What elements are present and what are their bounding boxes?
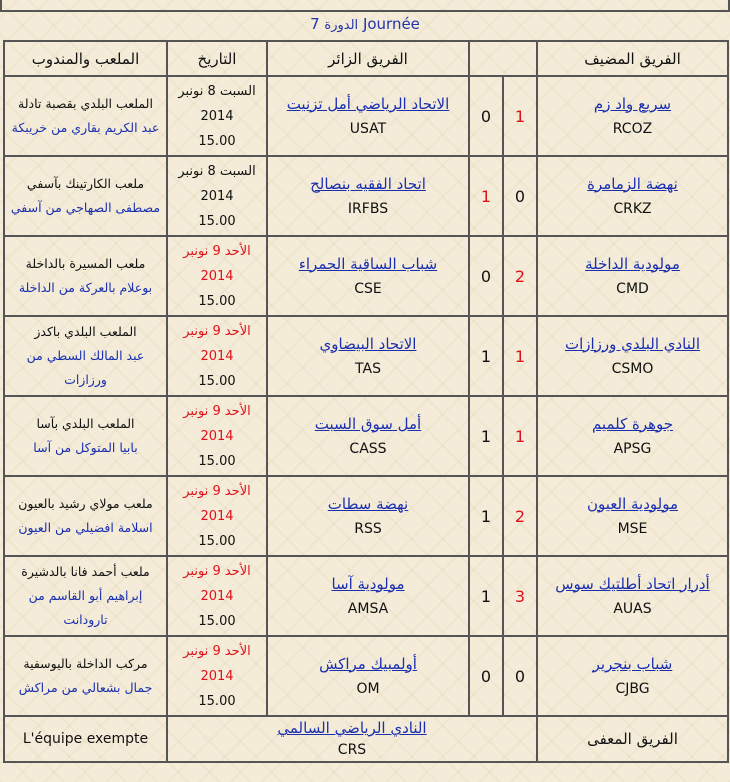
home-score: 1 <box>503 76 537 156</box>
match-year: 2014 <box>200 188 234 204</box>
away-score: 1 <box>469 556 503 636</box>
venue-cell <box>4 76 167 156</box>
venue-cell <box>4 396 167 476</box>
away-score: 1 <box>469 476 503 556</box>
match-day: السبت 8 نونبر <box>178 83 256 99</box>
away-score: 0 <box>469 636 503 716</box>
venue-cell <box>4 156 167 236</box>
away-team-code: RSS <box>354 520 382 537</box>
exempt-team-link[interactable]: النادي الرياضي السالمي <box>277 719 427 737</box>
home-score: 0 <box>503 636 537 716</box>
home-team-link[interactable]: جوهرة كلميم <box>591 414 674 433</box>
exempt-team-code: CRS <box>337 742 367 758</box>
venue-cell <box>4 636 167 716</box>
venue-cell <box>4 556 167 636</box>
date-cell <box>167 76 267 156</box>
home-team-link[interactable]: النادي البلدي ورزازات <box>564 334 701 353</box>
match-time: 15.00 <box>198 133 236 149</box>
home-team-code: RCOZ <box>612 120 653 137</box>
match-year: 2014 <box>200 428 234 444</box>
date-cell <box>167 156 267 236</box>
exempt-team-cell <box>167 716 537 762</box>
home-team-cell <box>537 556 728 636</box>
header-venue: الملعب والمندوب <box>4 41 167 76</box>
home-team-code: APSG <box>613 440 652 457</box>
venue-name: الملعب البلدي بآسا <box>36 416 135 431</box>
venue-name: مركب الداخلة باليوسفية <box>23 656 148 671</box>
away-score: 0 <box>469 76 503 156</box>
home-team-cell <box>537 476 728 556</box>
fixtures-table <box>3 40 729 763</box>
away-team-link[interactable]: مولودية آسا <box>331 574 405 593</box>
venue-cell <box>4 316 167 396</box>
match-row <box>4 236 728 316</box>
home-score: 3 <box>503 556 537 636</box>
away-team-cell <box>267 76 469 156</box>
header-home: الفريق المضيف <box>537 41 728 76</box>
match-row <box>4 396 728 476</box>
match-day: الأحد 9 نونبر <box>183 403 251 419</box>
away-team-code: CSE <box>354 280 382 297</box>
home-team-code: CJBG <box>615 680 650 697</box>
match-time: 15.00 <box>198 453 236 469</box>
away-team-cell <box>267 556 469 636</box>
round-arabic: الدورة <box>324 18 359 33</box>
match-day: الأحد 9 نونبر <box>183 323 251 339</box>
away-team-code: AMSA <box>347 600 389 617</box>
home-team-cell <box>537 316 728 396</box>
home-team-code: CMD <box>616 280 649 297</box>
home-team-cell <box>537 396 728 476</box>
away-score: 1 <box>469 316 503 396</box>
match-day: الأحد 9 نونبر <box>183 563 251 579</box>
away-team-code: USAT <box>349 120 387 137</box>
referee-name: مصطفى الصهاجي من آسفي <box>10 200 161 215</box>
match-year: 2014 <box>200 668 234 684</box>
home-score: 0 <box>503 156 537 236</box>
top-border-left <box>0 0 2 10</box>
match-row <box>4 556 728 636</box>
away-team-cell <box>267 636 469 716</box>
home-score: 2 <box>503 476 537 556</box>
away-team-code: TAS <box>355 360 381 377</box>
match-row <box>4 76 728 156</box>
match-day: الأحد 9 نونبر <box>183 643 251 659</box>
referee-name: اسلامة افضيلي من العيون <box>18 520 153 535</box>
away-team-link[interactable]: اتحاد الفقيه بنصالح <box>310 174 426 193</box>
exempt-row <box>4 716 728 762</box>
venue-cell <box>4 476 167 556</box>
match-row <box>4 156 728 236</box>
date-cell <box>167 396 267 476</box>
home-team-code: AUAS <box>613 600 652 617</box>
home-team-link[interactable]: مولودية الداخلة <box>585 254 680 273</box>
away-score: 1 <box>469 156 503 236</box>
referee-name: عبد المالك السطي من ورزازات <box>26 348 145 387</box>
referee-name: إبراهيم أبو القاسم من تارودانت <box>28 588 143 627</box>
home-team-link[interactable]: أدرار اتحاد أطلتيك سوس <box>555 574 710 593</box>
match-row <box>4 316 728 396</box>
date-cell <box>167 316 267 396</box>
referee-name: بابيا المتوكل من آسا <box>33 440 138 455</box>
match-year: 2014 <box>200 348 234 364</box>
away-team-cell <box>267 156 469 236</box>
match-day: الأحد 9 نونبر <box>183 243 251 259</box>
match-time: 15.00 <box>198 533 236 549</box>
match-year: 2014 <box>200 588 234 604</box>
home-team-cell <box>537 636 728 716</box>
away-team-link[interactable]: الاتحاد الرياضي أمل تزنيت <box>286 94 450 113</box>
venue-name: الملعب البلدي باكدز <box>34 324 137 339</box>
away-team-link[interactable]: نهضة سطات <box>327 494 409 513</box>
home-score: 1 <box>503 396 537 476</box>
away-team-link[interactable]: أولمبيك مراكش <box>319 654 417 673</box>
away-team-cell <box>267 316 469 396</box>
away-team-link[interactable]: شباب الساقية الحمراء <box>298 254 438 273</box>
header-date: التاريخ <box>167 41 267 76</box>
round-french: Journée <box>362 15 420 33</box>
match-row <box>4 636 728 716</box>
top-border <box>0 0 730 12</box>
home-team-code: CSMO <box>611 360 654 377</box>
exempt-label-french: L'équipe exempte <box>4 716 167 762</box>
away-team-link[interactable]: أمل سوق السبت <box>314 414 422 433</box>
header-row <box>4 41 728 76</box>
away-score: 1 <box>469 396 503 476</box>
round-number: 7 <box>310 15 320 33</box>
venue-cell <box>4 236 167 316</box>
date-cell <box>167 236 267 316</box>
match-time: 15.00 <box>198 373 236 389</box>
home-team-link[interactable]: مولودية العيون <box>586 494 679 513</box>
match-year: 2014 <box>200 268 234 284</box>
away-team-cell <box>267 476 469 556</box>
header-away: الفريق الزائر <box>267 41 469 76</box>
match-time: 15.00 <box>198 293 236 309</box>
venue-name: ملعب الكارتينك بآسفي <box>26 176 145 191</box>
match-row <box>4 476 728 556</box>
away-team-code: IRFBS <box>347 200 389 217</box>
date-cell <box>167 636 267 716</box>
home-team-link[interactable]: سريع واد زم <box>593 94 672 113</box>
home-team-code: MSE <box>617 520 648 537</box>
exempt-label: الفريق المعفى <box>537 716 728 762</box>
away-team-code: OM <box>356 680 380 697</box>
away-score: 0 <box>469 236 503 316</box>
referee-name: عبد الكريم بقاري من خريبكة <box>11 120 160 135</box>
referee-name: بوعلام بالعركة من الداخلة <box>18 280 153 295</box>
home-team-link[interactable]: شباب بنجرير <box>592 654 673 673</box>
home-score: 1 <box>503 316 537 396</box>
away-team-link[interactable]: الاتحاد البيضاوي <box>319 334 417 353</box>
home-team-link[interactable]: نهضة الزمامرة <box>587 174 678 193</box>
round-title <box>0 12 730 36</box>
home-team-cell <box>537 156 728 236</box>
match-time: 15.00 <box>198 693 236 709</box>
match-time: 15.00 <box>198 613 236 629</box>
away-team-cell <box>267 396 469 476</box>
match-year: 2014 <box>200 108 234 124</box>
match-day: الأحد 9 نونبر <box>183 483 251 499</box>
header-score <box>469 41 537 76</box>
referee-name: جمال بشعالي من مراكش <box>18 680 153 695</box>
home-team-cell <box>537 76 728 156</box>
away-team-cell <box>267 236 469 316</box>
venue-name: ملعب مولاي رشيد بالعيون <box>18 496 153 511</box>
venue-name: ملعب المسيرة بالداخلة <box>25 256 146 271</box>
home-team-cell <box>537 236 728 316</box>
home-score: 2 <box>503 236 537 316</box>
match-year: 2014 <box>200 508 234 524</box>
venue-name: ملعب أحمد فانا بالدشيرة <box>21 564 150 579</box>
home-team-code: CRKZ <box>613 200 652 217</box>
match-time: 15.00 <box>198 213 236 229</box>
venue-name: الملعب البلدي بقصبة تادلة <box>18 96 153 111</box>
away-team-code: CASS <box>349 440 387 457</box>
match-day: السبت 8 نونبر <box>178 163 256 179</box>
date-cell <box>167 556 267 636</box>
date-cell <box>167 476 267 556</box>
